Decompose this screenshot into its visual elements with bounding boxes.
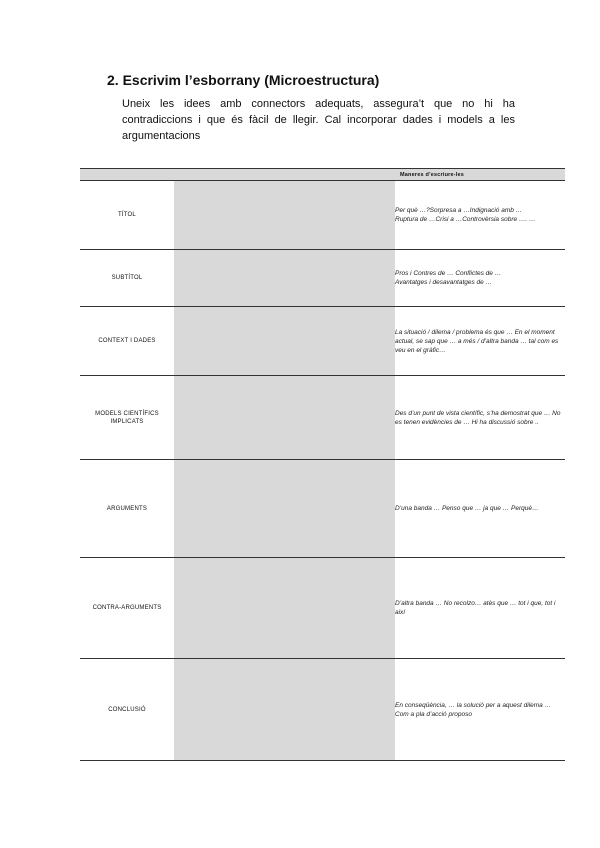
header-cell-empty: [174, 169, 395, 181]
ways-line: Pros i Contres de … Conflictes de …: [395, 270, 502, 277]
ways-line: Des d’un punt de vista científic, s’ha demostrat que … No es tenen evidències de … Hi ha discussió sobre ..: [395, 409, 561, 426]
ways-line: D’una banda … Penso que … ja que … Perquè…: [395, 505, 539, 512]
section-heading: 2. Escrivim l’esborrany (Microestructura): [107, 72, 380, 88]
row-label-counterarguments: CONTRA-ARGUMENTS: [80, 558, 174, 659]
ways-line: Per què …?Sorpresa a …Indignació amb …: [395, 207, 523, 214]
ways-line: En conseqüència, … la solució per a aquest dilema … Com a pla d’acció proposo: [395, 701, 552, 718]
section-intro: Uneix les idees amb connectors adequats, assegura’t que no hi ha contradiccions i que és fàcil de llegir. Cal incorporar dades i models a les argumentacions: [122, 98, 515, 142]
microstructure-table: [80, 168, 565, 761]
ways-cell: [395, 307, 565, 376]
ways-cell: [395, 250, 565, 307]
row-label-models: MODELS CIENTÍFICS IMPLICATS: [80, 376, 174, 460]
table-row: [80, 659, 565, 761]
table-header-row: [80, 169, 565, 181]
ways-cell: [395, 558, 565, 659]
table-row: [80, 558, 565, 659]
writing-area[interactable]: [174, 558, 395, 659]
writing-area[interactable]: [174, 250, 395, 307]
row-label-arguments: ARGUMENTS: [80, 460, 174, 558]
table-row: [80, 376, 565, 460]
table-row: [80, 250, 565, 307]
header-ways: Maneres d’escriure-les: [395, 169, 565, 181]
row-label-subtitle: SUBTÍTOL: [80, 250, 174, 307]
row-label-context: CONTEXT I DADES: [80, 307, 174, 376]
ways-cell: [395, 460, 565, 558]
ways-line: D’altra banda … No recolzo… atès que … tot i que, tot i així: [395, 600, 556, 616]
ways-cell: [395, 181, 565, 250]
writing-area[interactable]: [174, 181, 395, 250]
writing-area[interactable]: [174, 376, 395, 460]
ways-line: La situació / dilema / problema és que … En el moment actual, se sap que … a més / d’altra banda … tal com es veu en el gràfic…: [395, 328, 559, 354]
table-row: [80, 307, 565, 376]
row-label-title: TÍTOL: [80, 181, 174, 250]
ways-cell: [395, 659, 565, 761]
table-row: [80, 460, 565, 558]
ways-line: Ruptura de …Crisi a …Controvèrsia sobre …. …: [395, 216, 536, 223]
row-label-conclusion: CONCLUSIÓ: [80, 659, 174, 761]
table-row: [80, 181, 565, 250]
ways-cell: [395, 376, 565, 460]
header-cell-empty: [80, 169, 174, 181]
writing-area[interactable]: [174, 307, 395, 376]
ways-line: Avantatges i desavantatges de …: [395, 279, 493, 286]
writing-area[interactable]: [174, 659, 395, 761]
writing-area[interactable]: [174, 460, 395, 558]
